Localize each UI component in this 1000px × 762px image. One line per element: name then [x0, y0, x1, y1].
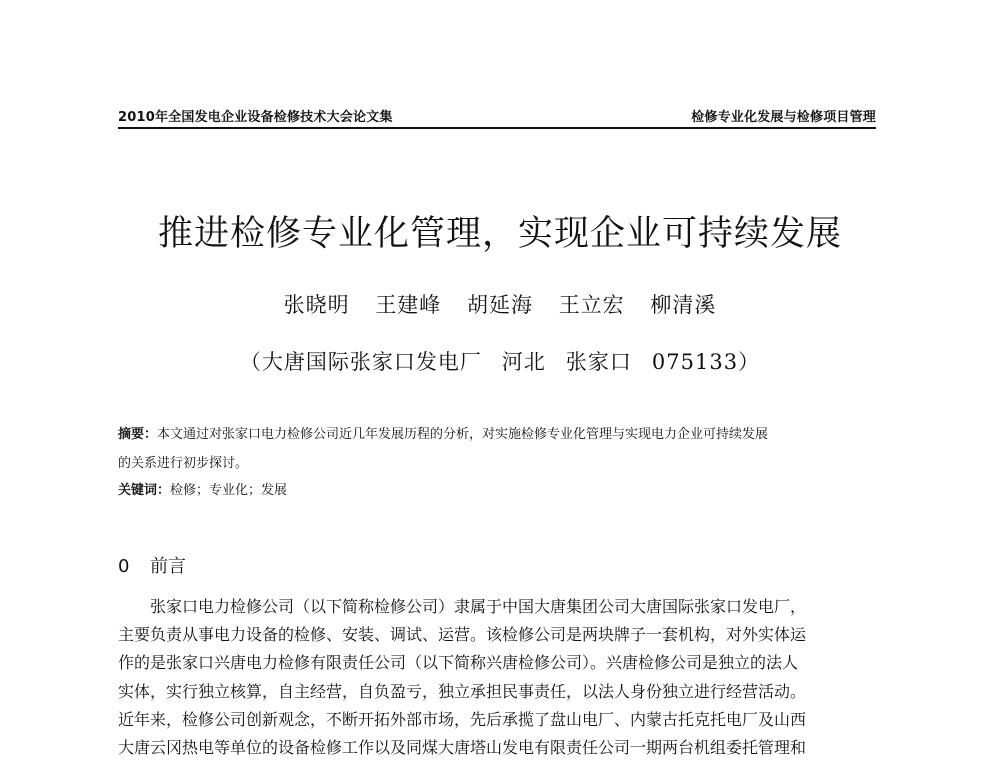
- section-title: 前言: [150, 556, 186, 577]
- keywords-text: 检修；专业化；发展: [170, 483, 288, 498]
- author-list: [0, 289, 1000, 319]
- author-name: 王建峰: [375, 293, 442, 317]
- section-heading: [118, 552, 878, 578]
- body-line: 主要负责从事电力设备的检修、安装、调试、运营。该检修公司是两块牌子一套机构，对外实体运: [118, 625, 807, 645]
- running-header-left: 2010年全国发电企业设备检修技术大会论文集: [118, 110, 393, 125]
- author-name: 柳清溪: [650, 293, 717, 317]
- running-header-right: 检修专业化发展与检修项目管理: [691, 110, 876, 125]
- abstract-text-line-2: 的关系进行初步探讨。: [118, 456, 249, 471]
- body-line: 大唐云冈热电等单位的设备检修工作以及同煤大唐塔山发电有限责任公司一期两台机组委托管理和: [118, 738, 807, 758]
- running-header: [118, 104, 876, 128]
- affiliation-province: 河北: [501, 350, 546, 374]
- body-text: [118, 593, 878, 762]
- abstract: [118, 420, 878, 478]
- keywords-label: 关键词：: [118, 483, 171, 498]
- abstract-label: 摘要：: [118, 427, 158, 442]
- body-line: 张家口电力检修公司（以下简称检修公司）隶属于中国大唐集团公司大唐国际张家口发电厂，: [150, 597, 807, 616]
- body-line: 近年来，检修公司创新观念，不断开拓外部市场，先后承揽了盘山电厂、内蒙古托克托电厂及山西: [118, 709, 807, 729]
- affiliation-open-paren: （: [239, 350, 262, 374]
- body-line: 作的是张家口兴唐电力检修有限责任公司（以下简称兴唐检修公司）。兴唐检修公司是独立的法人: [118, 653, 799, 673]
- affiliation-org: 大唐国际张家口发电厂: [261, 350, 482, 374]
- abstract-line: [118, 420, 878, 449]
- body-line: 实体，实行独立核算，自主经营，自负盈亏，独立承担民事责任，以法人身份独立进行经营活动。: [118, 681, 807, 701]
- affiliation-city: 张家口: [565, 350, 632, 374]
- affiliation-postcode: 075133: [651, 350, 739, 374]
- section-number: 0: [118, 556, 130, 577]
- abstract-line: [118, 449, 878, 478]
- author-name: 王立宏: [558, 293, 625, 317]
- author-name: 张晓明: [283, 293, 350, 317]
- keywords: [118, 479, 878, 503]
- affiliation-close-paren: ）: [738, 350, 761, 374]
- author-name: 胡延海: [467, 293, 533, 317]
- header-rule: [118, 127, 876, 129]
- abstract-text-line-1: 本文通过对张家口电力检修公司近几年发展历程的分析，对实施检修专业化管理与实现电力企业可持续发展: [157, 427, 769, 442]
- paper-title: 推进检修专业化管理，实现企业可持续发展: [157, 214, 842, 254]
- affiliation: [0, 346, 1000, 376]
